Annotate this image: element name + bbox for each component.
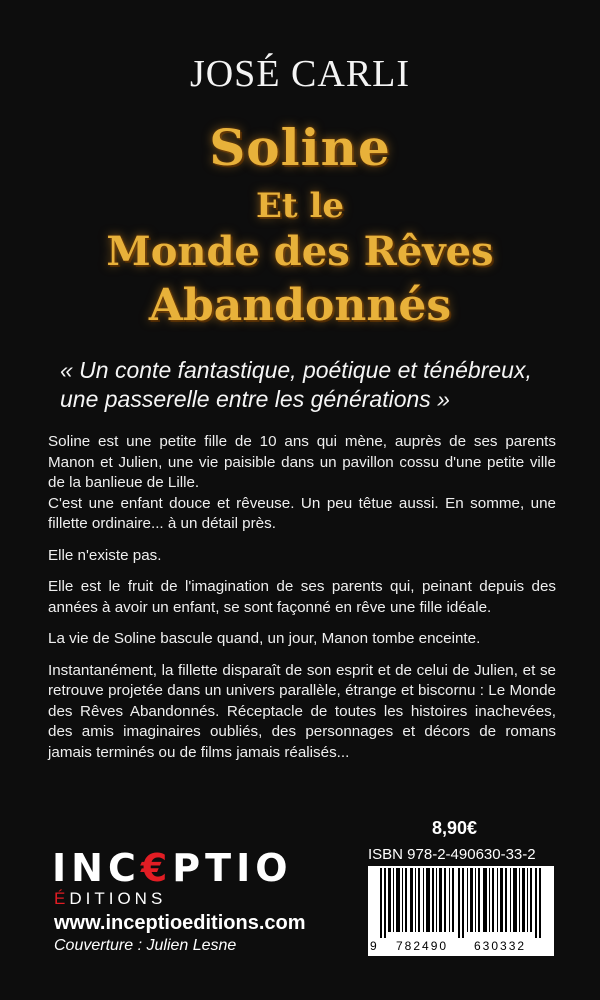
cover-credit: Couverture : Julien Lesne [54,937,237,954]
barcode-digits [368,938,554,954]
book-title-line-1: Soline [209,118,391,177]
summary-paragraph-6: Instantanément, la fillette disparaît de son esprit et de celui de Julien, et se retrouve projetée dans un univers parallèle, étrange et biscornu : Le Monde des Rêves Abandonnés. Réceptacle de toutes les histoires inachevées, des amis imaginaires oubliés, des personnages et décors de romans jamais terminés ou de films jamais réalisés... [48,661,556,761]
book-title-line-3: Monde des Rêves [106,228,494,275]
barcode-digits-group-1: 782490 [396,939,449,953]
logo-text-part-2: PTIO [172,846,293,890]
publisher-website: www.inceptioeditions.com [54,912,306,934]
summary-paragraph-5: La vie de Soline bascule quand, un jour, Manon tombe enceinte. [48,630,481,647]
editions-rest: DITIONS [69,889,167,908]
price-label: 8,90€ [432,818,478,838]
logo-accent-e: € [140,846,173,890]
summary-paragraph-4: Elle est le fruit de l'imagination de ses parents qui, peinant depuis des années à avoir un enfant, se sont façonné en rêve une fille idéale. [48,578,556,616]
publisher-logo [52,846,293,890]
summary-paragraph-2: C'est une enfant douce et rêveuse. Un peu têtue aussi. En somme, une fillette ordinaire... à un détail près. [48,494,556,532]
barcode [368,866,554,956]
tagline-quote [60,356,580,414]
barcode-digits-group-2: 630332 [474,939,527,953]
tagline-line-2: une passerelle entre les générations » [60,386,450,412]
isbn-label: ISBN 978-2-490630-33-2 [368,846,536,863]
barcode-bars [368,866,554,942]
author-name: JOSÉ CARLI [189,53,411,95]
publisher-editions-label [54,889,166,909]
back-cover-summary [48,432,556,774]
tagline-line-1: « Un conte fantastique, poétique et ténébreux, [60,357,532,383]
barcode-digit-lead: 9 [370,939,377,953]
logo-text-part-1: INC [52,846,141,890]
book-title-line-4: Abandonnés [148,280,452,331]
editions-accent-letter: É [54,889,70,908]
summary-paragraph-3: Elle n'existe pas. [48,546,162,564]
summary-paragraph-1: Soline est une petite fille de 10 ans qui mène, auprès de ses parents Manon et Julien, une vie paisible dans un pavillon cossu d'une petite ville de la banlieue de Lille. [48,433,556,491]
book-title-line-2: Et le [255,186,344,226]
